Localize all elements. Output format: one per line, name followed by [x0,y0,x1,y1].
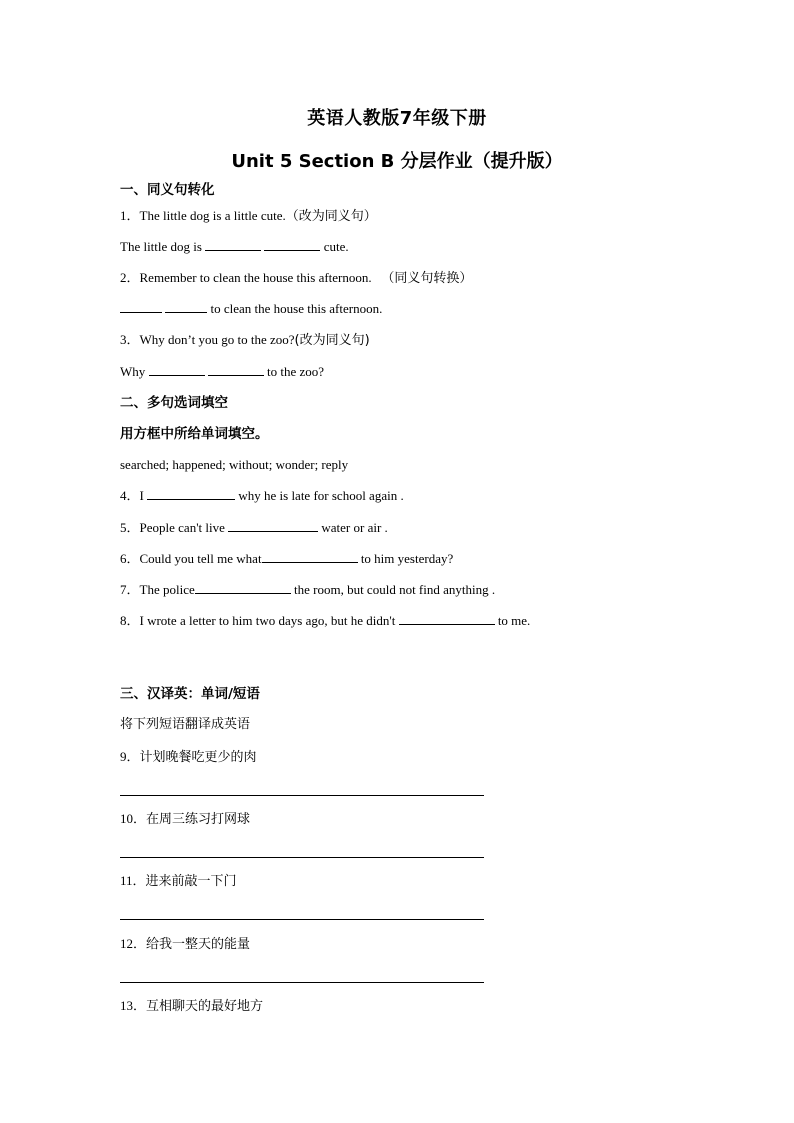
question-number: 7． [120,582,140,597]
question-text: 在周三练习打网球 [146,812,251,827]
question-note: （改为同义句） [285,209,377,224]
question-3 [120,331,370,350]
blank[interactable] [399,612,495,625]
translate-item-10 [120,810,250,829]
question-text: Remember to clean the house this afternoon. [139,270,372,285]
blank[interactable] [149,363,205,376]
blank[interactable] [262,550,358,563]
question-2 [120,269,472,288]
fill-item-8 [120,612,530,630]
question-note: (改为同义句) [294,333,370,348]
question-post: to me. [497,613,531,628]
answer-1 [120,238,349,256]
blank[interactable] [120,300,162,313]
answer-suffix: cute. [323,239,349,254]
question-number: 4． [120,488,140,503]
question-text: 计划晚餐吃更少的肉 [139,750,257,765]
question-post: water or air . [321,520,388,535]
blank[interactable] [264,238,320,251]
question-text: Why don’t you go to the zoo? [139,332,295,347]
question-number: 11． [120,873,146,888]
question-note: （同义句转换） [381,271,473,286]
blank[interactable] [147,487,235,500]
question-pre: I [139,488,144,503]
question-text: 互相聊天的最好地方 [146,999,264,1014]
answer-line[interactable] [120,857,484,858]
blank[interactable] [228,519,318,532]
question-number: 8． [120,613,140,628]
question-text: The little dog is a little cute. [139,208,286,223]
section1-heading: 一、同义句转化 [120,182,215,198]
translate-item-9 [120,748,257,767]
answer-suffix: to clean the house this afternoon. [210,301,383,316]
question-pre: Could you tell me what [139,551,262,566]
page-title: 英语人教版7年级下册 [307,108,487,129]
question-number: 5． [120,520,140,535]
fill-item-6 [120,550,453,568]
fill-item-4 [120,487,404,505]
blank[interactable] [195,581,291,594]
question-post: the room, but could not find anything . [294,582,496,597]
translate-item-11 [120,872,237,891]
question-number: 2． [120,270,140,285]
answer-line[interactable] [120,982,484,983]
question-number: 12． [120,936,147,951]
question-number: 3． [120,332,140,347]
fill-item-5 [120,519,388,537]
answer-line[interactable] [120,795,484,796]
answer-suffix: to the zoo? [267,364,325,379]
blank[interactable] [205,238,261,251]
question-pre: People can't live [139,520,225,535]
fill-item-7 [120,581,495,599]
blank[interactable] [208,363,264,376]
question-post: to him yesterday? [360,551,454,566]
section3-instruction: 将下列短语翻译成英语 [120,717,251,732]
answer-prefix: Why [120,364,146,379]
question-1 [120,207,377,226]
section3-heading: 三、汉译英：单词/短语 [120,686,260,702]
blank[interactable] [165,300,207,313]
question-number: 9． [120,749,140,764]
answer-line[interactable] [120,919,484,920]
section2-instruction: 用方框中所给单词填空。 [120,426,269,442]
section2-heading: 二、多句选词填空 [120,395,228,411]
question-pre: I wrote a letter to him two days ago, but he didn't [139,613,396,628]
question-number: 1． [120,208,140,223]
question-number: 10． [120,811,147,826]
question-number: 6． [120,551,140,566]
page-subtitle: Unit 5 Section B 分层作业（提升版） [231,151,563,172]
question-pre: The police [139,582,195,597]
question-text: 给我一整天的能量 [146,937,251,952]
answer-3 [120,363,324,381]
question-number: 13． [120,998,147,1013]
question-post: why he is late for school again . [238,488,404,503]
answer-2 [120,300,382,318]
answer-prefix: The little dog is [120,239,202,254]
translate-item-12 [120,935,250,954]
question-text: 进来前敲一下门 [145,874,237,889]
word-bank: searched; happened; without; wonder; reply [120,457,349,472]
translate-item-13 [120,997,263,1016]
